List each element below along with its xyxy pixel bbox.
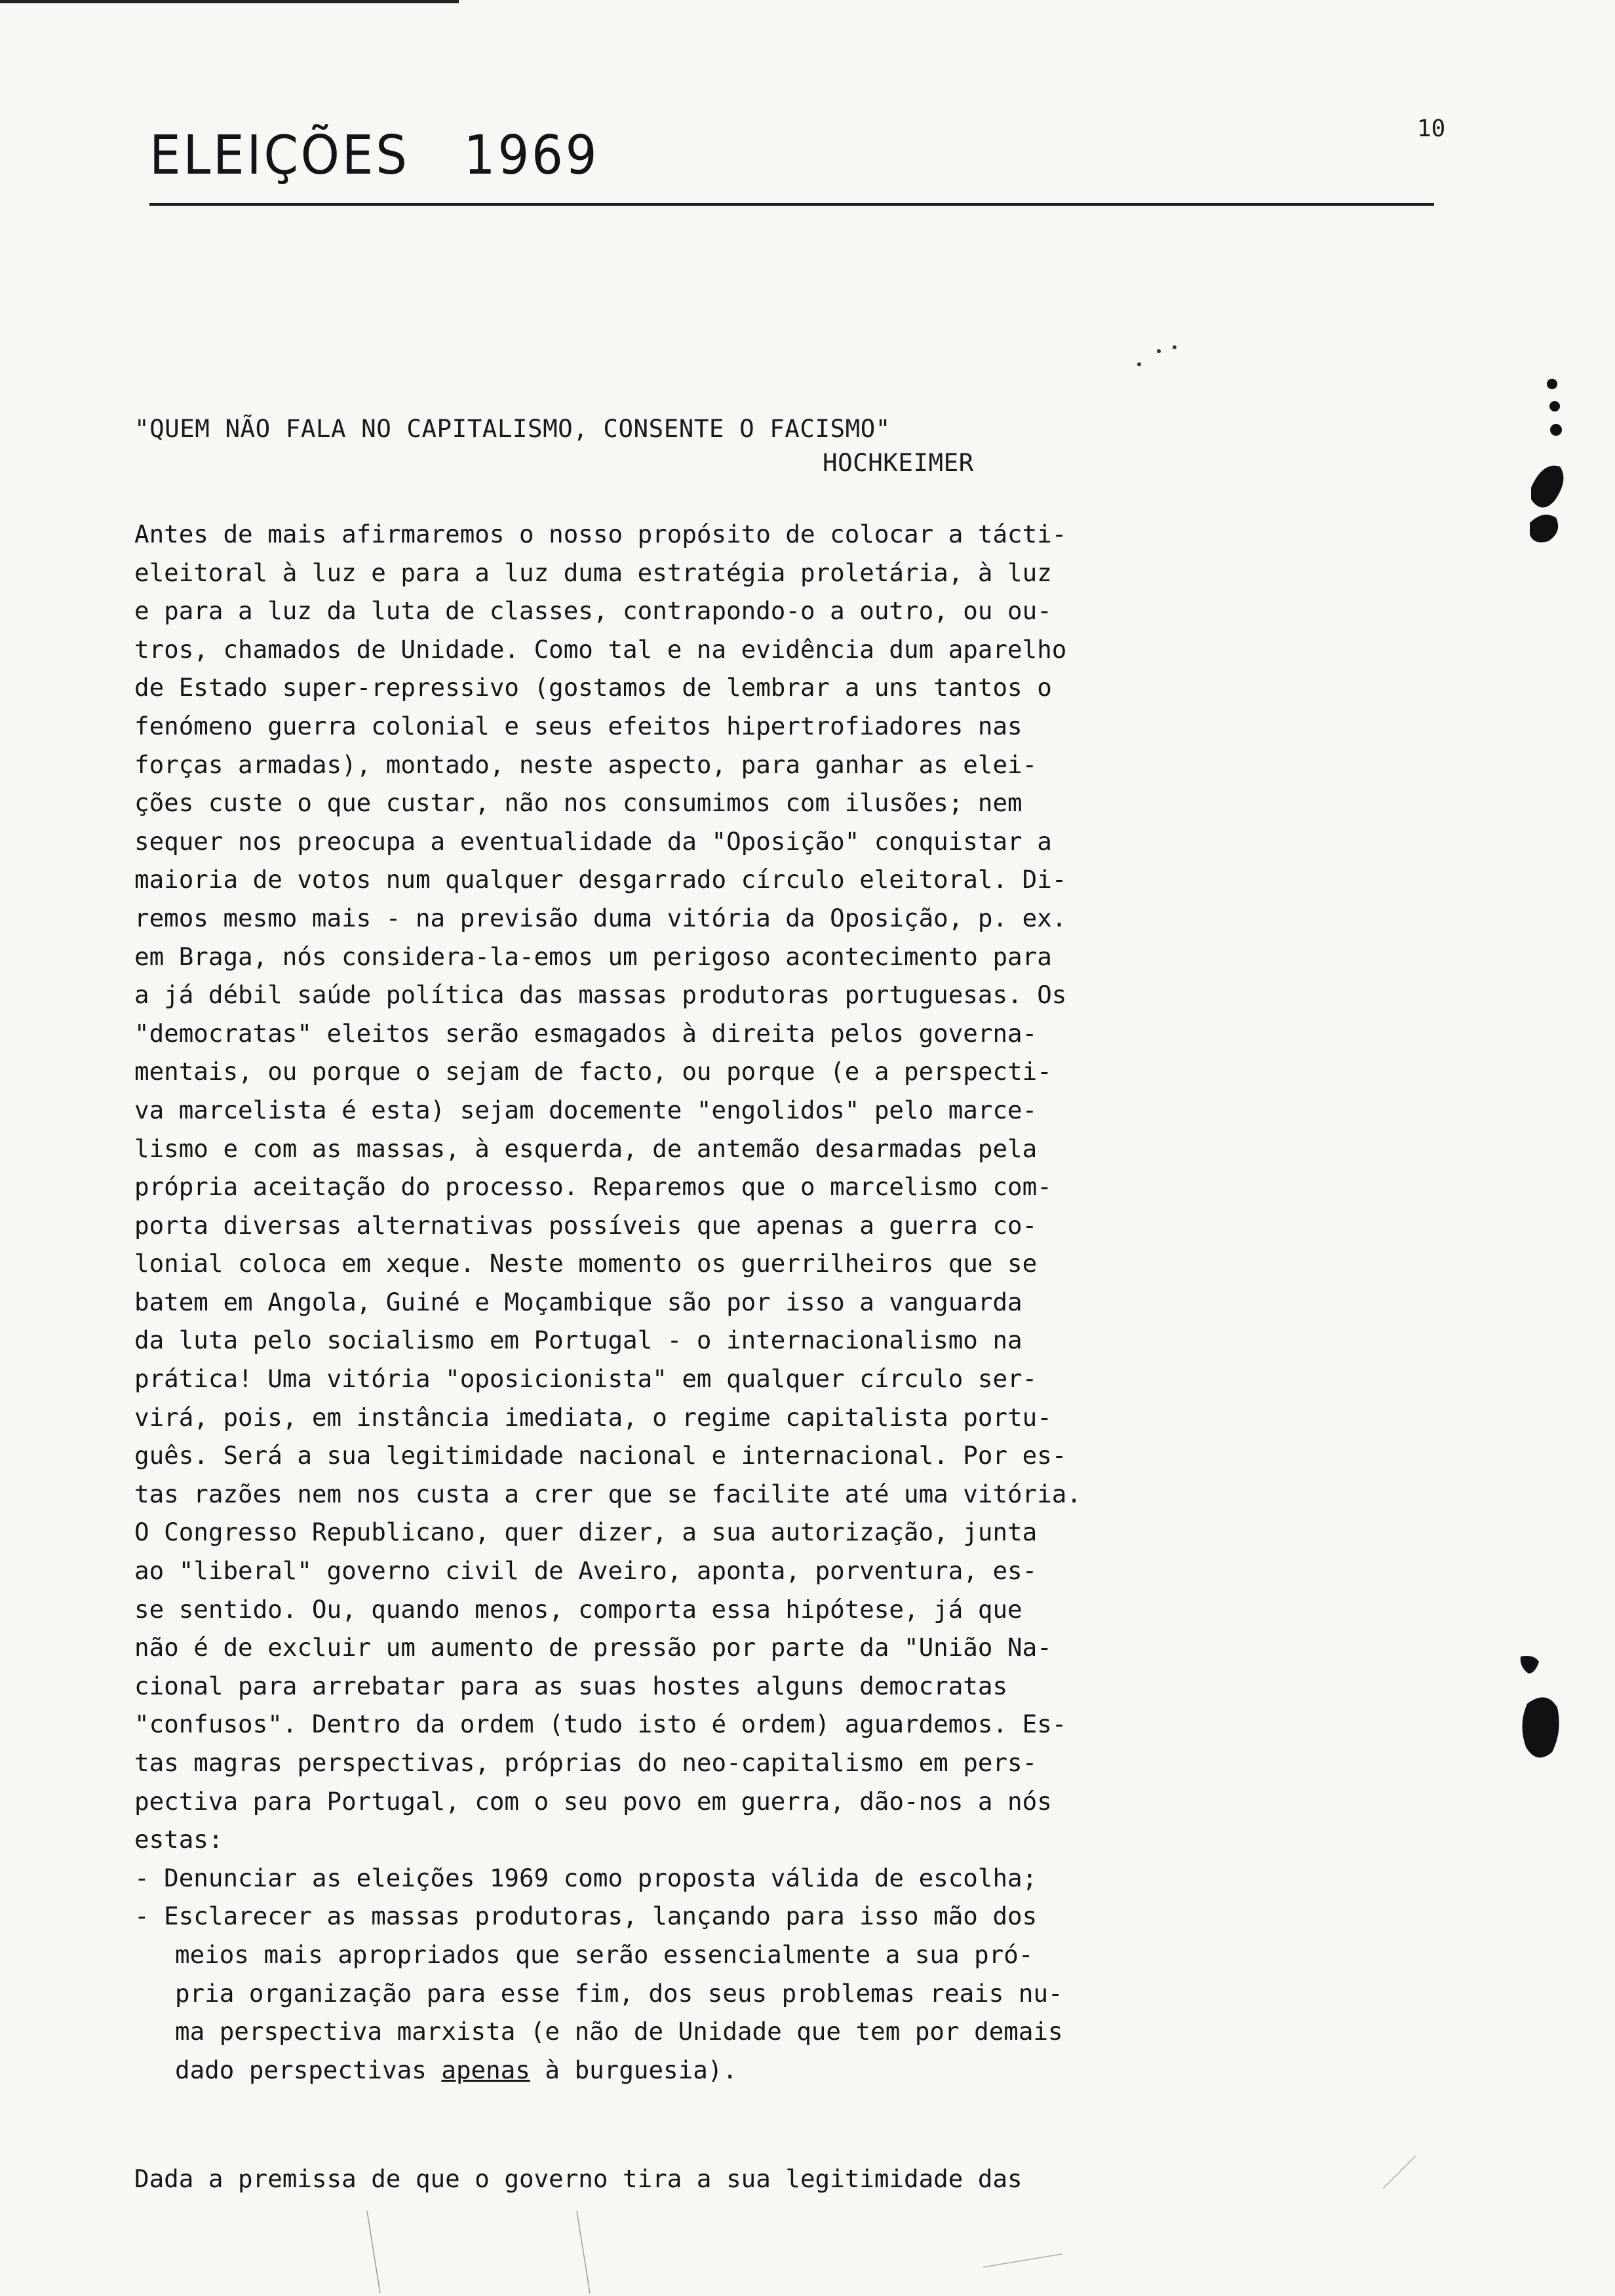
scratch-mark (577, 2211, 590, 2293)
body-line: cional para arrebatar para as suas hostes alguns democratas (134, 1671, 1008, 1700)
closing-line: Dada a premissa de que o governo tira a sua legitimidade das (134, 2164, 1022, 2193)
body-line: porta diversas alternativas possíveis que apenas a guerra co- (134, 1210, 1038, 1240)
epigraph-quote: "QUEM NÃO FALA NO CAPITALISMO, CONSENTE O FACISMO" (134, 414, 891, 443)
document-heading: ELEIÇÕES 1969 (149, 124, 600, 187)
body-line: a já débil saúde política das massas produtoras portuguesas. Os (134, 980, 1067, 1010)
list-item-text: dado perspectivas (175, 2055, 442, 2084)
body-line: forças armadas), montado, neste aspecto, para ganhar as elei- (134, 750, 1038, 779)
ink-speck (1157, 349, 1161, 353)
body-line: batem em Angola, Guiné e Moçambique são por isso a vanguarda (134, 1287, 1022, 1316)
list-item-continuation: meios mais apropriados que serão essencialmente a sua pró- (175, 1940, 1034, 1969)
body-line: da luta pelo socialismo em Portugal - o internacionalismo na (134, 1326, 1022, 1355)
body-line: ções custe o que custar, não nos consumimos com ilusões; nem (134, 788, 1022, 818)
body-line: eleitoral à luz e para a luz duma estratégia proletária, à luz (134, 558, 1052, 587)
body-line: se sentido. Ou, quando menos, comporta essa hipótese, já que (134, 1594, 1022, 1624)
body-line: Antes de mais afirmaremos o nosso propósito de colocar a tácti- (134, 520, 1067, 548)
body-line: tas razões nem nos custa a crer que se facilite até uma vitória. (134, 1479, 1081, 1508)
underlined-word: apenas (441, 2055, 530, 2084)
scratch-mark (1383, 2156, 1416, 2189)
ink-dot (1550, 424, 1562, 436)
list-item-continuation: pria organização para esse fim, dos seus problemas reais nu- (175, 1978, 1063, 2008)
body-line: tas magras perspectivas, próprias do neo-capitalismo em pers- (134, 1748, 1038, 1777)
list-item: - Esclarecer as massas produtoras, lançando para isso mão dos (134, 1902, 1038, 1931)
body-line: maioria de votos num qualquer desgarrado círculo eleitoral. Di- (134, 865, 1067, 894)
heading-underline (149, 203, 1434, 206)
body-text (134, 515, 1478, 2089)
body-line: prática! Uma vitória "oposicionista" em qualquer círculo ser- (134, 1364, 1038, 1394)
body-line: em Braga, nós considera-la-emos um perigoso acontecimento para (134, 942, 1052, 971)
ink-blot (1530, 515, 1558, 543)
ink-blot (1531, 466, 1563, 508)
body-line: de Estado super-repressivo (gostamos de lembrar a uns tantos o (134, 673, 1052, 702)
body-line: lismo e com as massas, à esquerda, de antemão desarmadas pela (134, 1134, 1038, 1163)
ink-blot (1521, 1656, 1539, 1674)
body-line: "confusos". Dentro da ordem (tudo isto é ordem) aguardemos. Es- (134, 1710, 1067, 1739)
ink-blot (1522, 1697, 1559, 1757)
body-line: lonial coloca em xeque. Neste momento os guerrilheiros que se (134, 1249, 1038, 1278)
body-line: remos mesmo mais - na previsão duma vitória da Oposição, p. ex. (134, 903, 1067, 932)
body-line: mentais, ou porque o sejam de facto, ou porque (e a perspecti- (134, 1057, 1052, 1086)
body-line: tros, chamados de Unidade. Como tal e na evidência dum aparelho (134, 634, 1067, 664)
ink-speck (1137, 362, 1141, 366)
body-line: O Congresso Republicano, quer dizer, a sua autorização, junta (134, 1518, 1038, 1547)
body-line: "democratas" eleitos serão esmagados à direita pelos governa- (134, 1018, 1038, 1048)
ink-dot (1549, 401, 1560, 411)
page-number: 10 (1417, 115, 1446, 142)
body-line: pectiva para Portugal, com o seu povo em guerra, dão-nos a nós (134, 1786, 1052, 1816)
epigraph-author: HOCHKEIMER (823, 448, 974, 477)
body-line: fenómeno guerra colonial e seus efeitos hipertrofiadores nas (134, 711, 1022, 740)
body-line: virá, pois, em instância imediata, o regime capitalista portu- (134, 1402, 1052, 1432)
body-line: não é de excluir um aumento de pressão por parte da "União Na- (134, 1633, 1052, 1662)
epigraph (134, 411, 1380, 480)
scratch-mark (983, 2254, 1062, 2267)
list-item-continuation: ma perspectiva marxista (e não de Unidade que tem por demais (175, 2017, 1063, 2046)
top-edge-rule (0, 0, 459, 3)
ink-dot (1547, 379, 1557, 389)
body-line: própria aceitação do processo. Reparemos que o marcelismo com- (134, 1172, 1052, 1202)
body-line: estas: (134, 1825, 224, 1854)
list-item: - Denunciar as eleições 1969 como proposta válida de escolha; (134, 1863, 1038, 1892)
body-line: ao "liberal" governo civil de Aveiro, aponta, porventura, es- (134, 1556, 1038, 1586)
body-line: e para a luz da luta de classes, contrapondo-o a outro, ou ou- (134, 596, 1052, 626)
list-item-text: à burguesia). (530, 2055, 737, 2084)
body-line: guês. Será a sua legitimidade nacional e internacional. Por es- (134, 1441, 1067, 1470)
scratch-mark (367, 2211, 380, 2293)
body-line: sequer nos preocupa a eventualidade da "Oposição" conquistar a (134, 826, 1052, 856)
ink-speck (1173, 345, 1177, 349)
body-line: va marcelista é esta) sejam docemente "engolidos" pelo marce- (134, 1095, 1038, 1124)
list-item-continuation (134, 2051, 1478, 2090)
